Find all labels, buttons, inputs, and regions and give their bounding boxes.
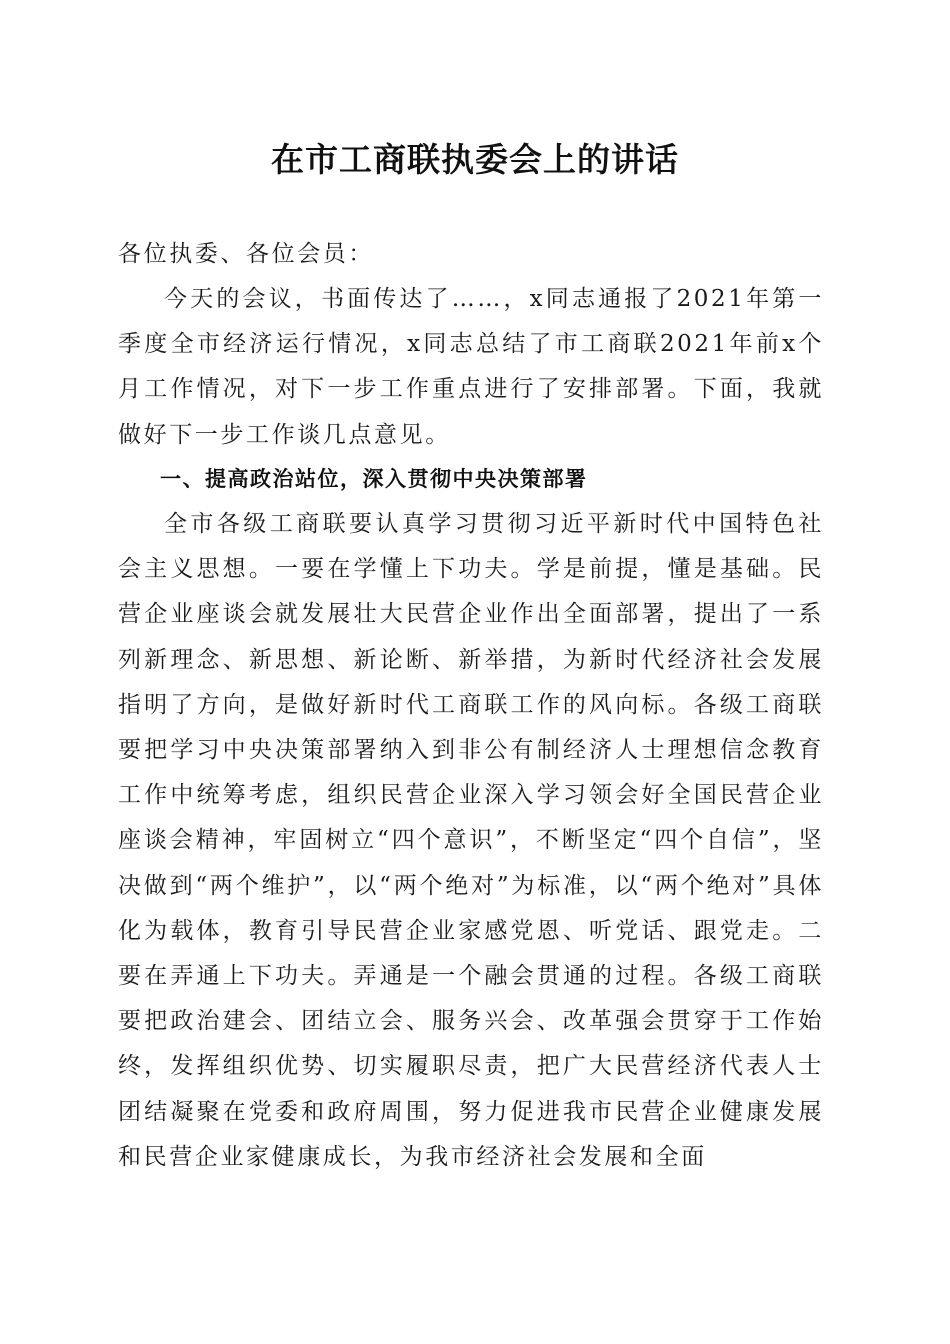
paragraph-intro: 今天的会议，书面传达了……，x同志通报了2021年第一季度全市经济运行情况，x同志总结了市工商联2021年前x个月工作情况，对下一步工作重点进行了安排部署。下面，我就做好下一步工作谈几点意见。: [118, 286, 824, 448]
section-heading-1: 一、提高政治站位，深入贯彻中央决策部署: [160, 467, 588, 491]
paragraph-section-1: 全市各级工商联要认真学习贯彻习近平新时代中国特色社会主义思想。一要在学懂上下功夫。学是前提，懂是基础。民营企业座谈会就发展壮大民营企业作出全面部署，提出了一系列新理念、新思想、新论断、新举措，为新时代经济社会发展指明了方向，是做好新时代工商联工作的风向标。各级工商联要把学习中央决策部署纳入到非公有制经济人士理想信念教育工作中统筹考虑，组织民营企业深入学习领会好全国民营企业座谈会精神，牢固树立“四个意识”，不断坚定“四个自信”，坚决做到“两个维护”，以“两个绝对”为标准，以“两个绝对”具体化为载体，教育引导民营企业家感党恩、听党话、跟党走。二要在弄通上下功夫。弄通是一个融会贯通的过程。各级工商联要把政治建会、团结立会、服务兴会、改革强会贯穿于工作始终，发挥组织优势、切实履职尽责，把广大民营经济代表人士团结凝聚在党委和政府周围，努力促进我市民营企业健康发展和民营企业家健康成长，为我市经济社会发展和全面: [118, 511, 824, 1170]
document-title: 在市工商联执委会上的讲话: [271, 140, 679, 179]
salutation: 各位执委、各位会员：: [118, 241, 374, 267]
